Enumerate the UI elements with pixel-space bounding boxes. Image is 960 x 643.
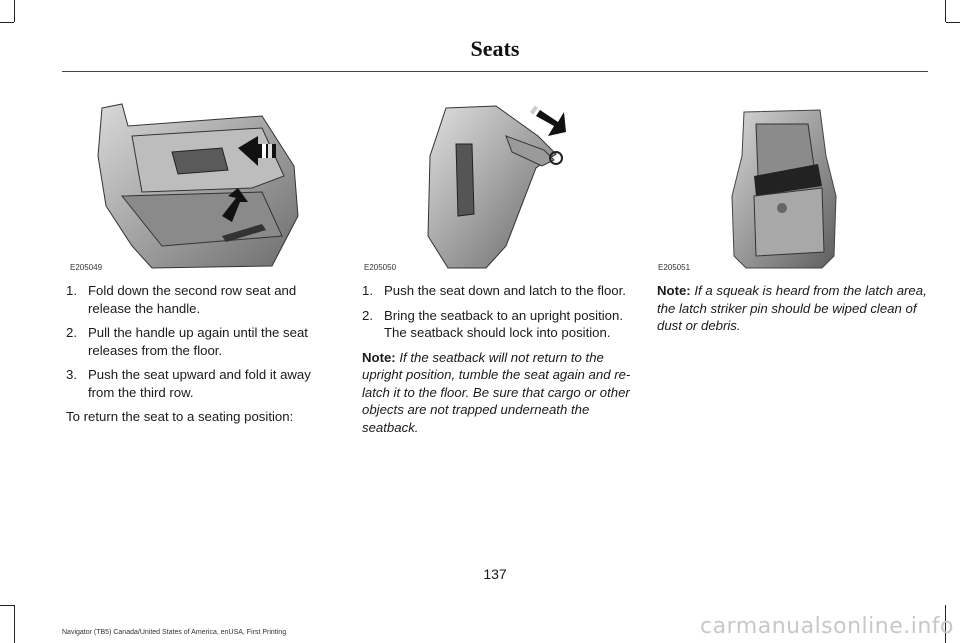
crop-mark (14, 605, 15, 643)
page-number: 137 (483, 566, 507, 582)
list-item: 1. Fold down the second row seat and release the handle. (66, 283, 297, 316)
figure-code: E205050 (364, 263, 397, 272)
list-item: 2. Bring the seatback to an upright position. The seatback should lock into position. (362, 307, 623, 340)
crop-mark (945, 0, 946, 22)
figure-seat-push-down (356, 96, 596, 272)
column-middle (362, 282, 632, 442)
crop-mark (0, 605, 14, 606)
page-title: Seats (470, 36, 520, 61)
crop-mark (946, 22, 960, 23)
list-item: 3. Push the seat upward and fold it away from the third row. (66, 367, 311, 400)
figure-latch-striker (650, 96, 890, 272)
latch-striker-illustration-icon (650, 96, 890, 272)
footer-text: Navigator (TB5) Canada/United States of America, enUSA, First Printing (62, 629, 287, 636)
watermark: carmanualsonline.info (700, 614, 954, 639)
figure-code: E205049 (70, 263, 103, 272)
crop-mark (14, 0, 15, 22)
fold-steps-list (66, 282, 336, 401)
return-steps-list (362, 282, 632, 342)
column-right (657, 282, 927, 341)
column-left (66, 282, 336, 432)
note-seatback: Note: If the seatback will not return to the upright position, tumble the seat again and re-latch it to the floor. Be sure that cargo or other objects are not trapped underneath the seatback. (362, 349, 631, 435)
list-item: 1. Push the seat down and latch to the floor. (362, 283, 626, 298)
list-item: 2. Pull the handle up again until the seat releases from the floor. (66, 325, 308, 358)
seat-push-down-illustration-icon (356, 96, 596, 272)
crop-mark (0, 22, 14, 23)
seat-fold-handle-illustration-icon (62, 96, 302, 272)
figure-code: E205051 (658, 263, 691, 272)
header-rule (62, 71, 928, 72)
figure-seat-fold (62, 96, 302, 272)
return-seat-paragraph: To return the seat to a seating position: (66, 409, 294, 424)
note-squeak: Note: If a squeak is heard from the latch area, the latch striker pin should be wiped clean of dust or debris. (657, 283, 927, 333)
